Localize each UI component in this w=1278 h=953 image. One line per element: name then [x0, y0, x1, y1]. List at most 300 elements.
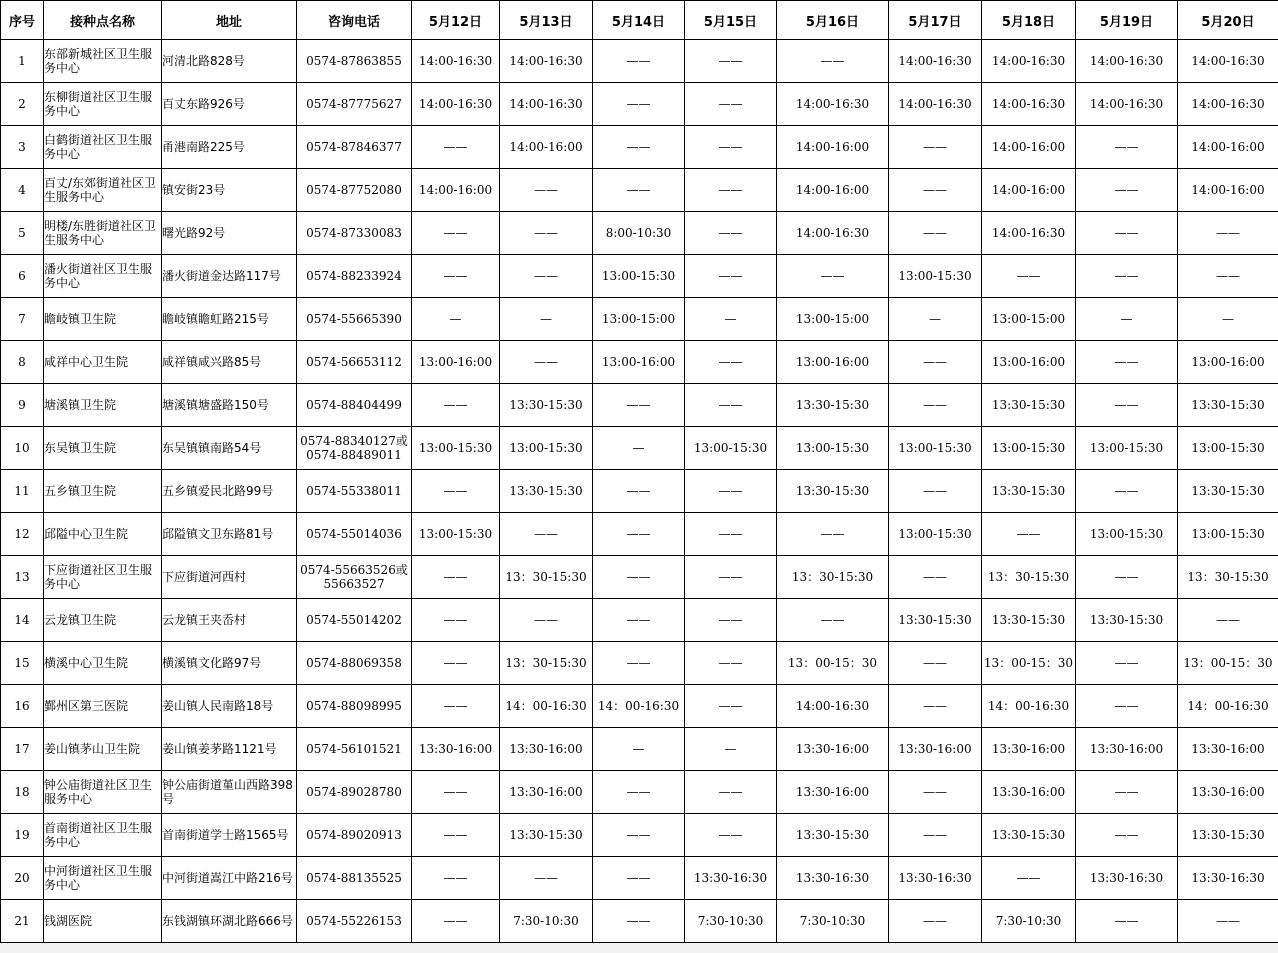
- time-slot-cell: ——: [685, 83, 777, 126]
- time-slot-cell: ——: [889, 212, 982, 255]
- time-slot-cell: —: [889, 298, 982, 341]
- time-slot-cell: 13:00-15:30: [982, 427, 1076, 470]
- time-slot-cell: 13:30-16:30: [889, 857, 982, 900]
- header-phone: 咨询电话: [297, 1, 412, 40]
- time-slot-cell: 13:30-15:30: [982, 470, 1076, 513]
- address-cell: 塘溪镇塘盛路150号: [162, 384, 297, 427]
- time-slot-cell: ——: [593, 83, 685, 126]
- table-row: [1, 212, 1278, 255]
- site-name-cell: 首南街道社区卫生服务中心: [44, 814, 162, 857]
- time-slot-cell: ——: [889, 126, 982, 169]
- address-cell: 东吴镇镇南路54号: [162, 427, 297, 470]
- time-slot-cell: 14:00-16:00: [982, 169, 1076, 212]
- bottom-strip: [0, 943, 1278, 953]
- table-row: [1, 427, 1278, 470]
- time-slot-cell: 13:00-15:30: [1076, 427, 1178, 470]
- time-slot-cell: 7:30-10:30: [982, 900, 1076, 943]
- table-row: [1, 298, 1278, 341]
- time-slot-cell: ——: [412, 814, 500, 857]
- table-row: [1, 642, 1278, 685]
- phone-cell: 0574-56653112: [297, 341, 412, 384]
- header-date: 5月17日: [889, 1, 982, 40]
- header-date: 5月13日: [500, 1, 593, 40]
- time-slot-cell: ——: [412, 255, 500, 298]
- time-slot-cell: 13:30-16:00: [982, 771, 1076, 814]
- header-no: 序号: [1, 1, 44, 40]
- address-cell: 云龙镇王夹岙村: [162, 599, 297, 642]
- time-slot-cell: 13:00-15:00: [777, 298, 889, 341]
- phone-cell: 0574-88069358: [297, 642, 412, 685]
- time-slot-cell: ——: [685, 814, 777, 857]
- address-cell: 瞻岐镇瞻虹路215号: [162, 298, 297, 341]
- time-slot-cell: 13:00-15:30: [1178, 427, 1278, 470]
- time-slot-cell: ——: [593, 470, 685, 513]
- header-address: 地址: [162, 1, 297, 40]
- time-slot-cell: ——: [1076, 470, 1178, 513]
- time-slot-cell: —: [1178, 298, 1278, 341]
- time-slot-cell: ——: [685, 255, 777, 298]
- time-slot-cell: 14:00-16:30: [1178, 83, 1278, 126]
- time-slot-cell: 13：30-15:30: [500, 556, 593, 599]
- time-slot-cell: ——: [593, 384, 685, 427]
- site-name-cell: 东部新城社区卫生服务中心: [44, 40, 162, 83]
- row-number-cell: 19: [1, 814, 44, 857]
- site-name-cell: 东柳街道社区卫生服务中心: [44, 83, 162, 126]
- time-slot-cell: ——: [500, 169, 593, 212]
- time-slot-cell: ——: [685, 642, 777, 685]
- table-row: [1, 40, 1278, 83]
- time-slot-cell: ——: [777, 599, 889, 642]
- time-slot-cell: 13:30-16:30: [1076, 857, 1178, 900]
- time-slot-cell: ——: [1178, 900, 1278, 943]
- time-slot-cell: ——: [982, 255, 1076, 298]
- site-name-cell: 钱湖医院: [44, 900, 162, 943]
- time-slot-cell: 14:00-16:00: [1178, 126, 1278, 169]
- time-slot-cell: 13:30-16:00: [982, 728, 1076, 771]
- phone-cell: 0574-87863855: [297, 40, 412, 83]
- table-row: [1, 470, 1278, 513]
- time-slot-cell: 13:30-16:30: [685, 857, 777, 900]
- time-slot-cell: 13:30-15:30: [1178, 470, 1278, 513]
- table-row: [1, 341, 1278, 384]
- time-slot-cell: 13:30-15:30: [982, 599, 1076, 642]
- time-slot-cell: 14:00-16:30: [889, 40, 982, 83]
- table-row: [1, 728, 1278, 771]
- time-slot-cell: ——: [412, 900, 500, 943]
- time-slot-cell: ——: [593, 169, 685, 212]
- time-slot-cell: ——: [1076, 212, 1178, 255]
- table-row: [1, 126, 1278, 169]
- time-slot-cell: 13:30-16:00: [777, 771, 889, 814]
- time-slot-cell: ——: [685, 513, 777, 556]
- time-slot-cell: ——: [1076, 341, 1178, 384]
- address-cell: 曙光路92号: [162, 212, 297, 255]
- time-slot-cell: ——: [1178, 255, 1278, 298]
- time-slot-cell: ——: [593, 642, 685, 685]
- address-cell: 钟公庙街道堇山西路398号: [162, 771, 297, 814]
- phone-cell: 0574-55014202: [297, 599, 412, 642]
- table-header-row: [1, 1, 1278, 40]
- table-row: [1, 255, 1278, 298]
- row-number-cell: 20: [1, 857, 44, 900]
- address-cell: 姜山镇姜茅路1121号: [162, 728, 297, 771]
- time-slot-cell: 13:30-15:30: [777, 470, 889, 513]
- time-slot-cell: ——: [685, 169, 777, 212]
- phone-cell: 0574-88340127或0574-88489011: [297, 427, 412, 470]
- time-slot-cell: 13:00-16:00: [1178, 341, 1278, 384]
- time-slot-cell: ——: [500, 255, 593, 298]
- phone-cell: 0574-87846377: [297, 126, 412, 169]
- phone-cell: 0574-88404499: [297, 384, 412, 427]
- time-slot-cell: ——: [1178, 212, 1278, 255]
- time-slot-cell: 13：00-15：30: [982, 642, 1076, 685]
- phone-cell: 0574-88135525: [297, 857, 412, 900]
- row-number-cell: 3: [1, 126, 44, 169]
- header-date: 5月15日: [685, 1, 777, 40]
- phone-cell: 0574-87330083: [297, 212, 412, 255]
- time-slot-cell: 14：00-16:30: [982, 685, 1076, 728]
- time-slot-cell: —: [1076, 298, 1178, 341]
- site-name-cell: 明楼/东胜街道社区卫生服务中心: [44, 212, 162, 255]
- time-slot-cell: —: [685, 728, 777, 771]
- site-name-cell: 横溪中心卫生院: [44, 642, 162, 685]
- site-name-cell: 下应街道社区卫生服务中心: [44, 556, 162, 599]
- table-row: [1, 169, 1278, 212]
- phone-cell: 0574-87752080: [297, 169, 412, 212]
- time-slot-cell: ——: [982, 857, 1076, 900]
- address-cell: 下应街道河西村: [162, 556, 297, 599]
- time-slot-cell: ——: [1076, 556, 1178, 599]
- time-slot-cell: 13:30-16:00: [500, 771, 593, 814]
- time-slot-cell: ——: [1178, 599, 1278, 642]
- address-cell: 横溪镇文化路97号: [162, 642, 297, 685]
- address-cell: 首南街道学士路1565号: [162, 814, 297, 857]
- address-cell: 东钱湖镇环湖北路666号: [162, 900, 297, 943]
- time-slot-cell: 14:00-16:00: [500, 126, 593, 169]
- time-slot-cell: 14:00-16:30: [1178, 40, 1278, 83]
- table-row: [1, 384, 1278, 427]
- header-date: 5月20日: [1178, 1, 1278, 40]
- time-slot-cell: 13:30-16:00: [777, 728, 889, 771]
- row-number-cell: 21: [1, 900, 44, 943]
- time-slot-cell: 13:00-15:00: [593, 298, 685, 341]
- time-slot-cell: ——: [685, 685, 777, 728]
- time-slot-cell: 13:30-16:00: [412, 728, 500, 771]
- time-slot-cell: ——: [412, 470, 500, 513]
- time-slot-cell: ——: [500, 857, 593, 900]
- time-slot-cell: ——: [685, 556, 777, 599]
- time-slot-cell: 14:00-16:30: [889, 83, 982, 126]
- time-slot-cell: ——: [685, 384, 777, 427]
- time-slot-cell: 13:00-15:30: [412, 513, 500, 556]
- header-name: 接种点名称: [44, 1, 162, 40]
- time-slot-cell: ——: [1076, 384, 1178, 427]
- time-slot-cell: 13:00-15:30: [889, 427, 982, 470]
- table-row: [1, 556, 1278, 599]
- time-slot-cell: ——: [685, 341, 777, 384]
- time-slot-cell: 13:30-15:30: [1178, 384, 1278, 427]
- row-number-cell: 10: [1, 427, 44, 470]
- time-slot-cell: 13:30-16:30: [777, 857, 889, 900]
- table-row: [1, 814, 1278, 857]
- time-slot-cell: ——: [593, 857, 685, 900]
- time-slot-cell: 13:30-16:00: [1178, 771, 1278, 814]
- time-slot-cell: ——: [685, 40, 777, 83]
- table-row: [1, 771, 1278, 814]
- address-cell: 邱隘镇文卫东路81号: [162, 513, 297, 556]
- row-number-cell: 5: [1, 212, 44, 255]
- site-name-cell: 钟公庙街道社区卫生服务中心: [44, 771, 162, 814]
- time-slot-cell: 13:00-15:30: [412, 427, 500, 470]
- time-slot-cell: ——: [1076, 814, 1178, 857]
- time-slot-cell: 13:00-15:30: [777, 427, 889, 470]
- time-slot-cell: ——: [412, 556, 500, 599]
- phone-cell: 0574-87775627: [297, 83, 412, 126]
- row-number-cell: 18: [1, 771, 44, 814]
- time-slot-cell: 13:30-15:30: [1076, 599, 1178, 642]
- address-cell: 姜山镇人民南路18号: [162, 685, 297, 728]
- time-slot-cell: 13:30-15:30: [777, 384, 889, 427]
- time-slot-cell: ——: [982, 513, 1076, 556]
- time-slot-cell: ——: [593, 126, 685, 169]
- table-body: [1, 40, 1278, 943]
- time-slot-cell: 13:30-16:00: [889, 728, 982, 771]
- time-slot-cell: 13:00-15:30: [889, 513, 982, 556]
- phone-cell: 0574-88233924: [297, 255, 412, 298]
- row-number-cell: 12: [1, 513, 44, 556]
- site-name-cell: 中河街道社区卫生服务中心: [44, 857, 162, 900]
- site-name-cell: 塘溪镇卫生院: [44, 384, 162, 427]
- time-slot-cell: ——: [412, 384, 500, 427]
- phone-cell: 0574-56101521: [297, 728, 412, 771]
- time-slot-cell: ——: [777, 513, 889, 556]
- time-slot-cell: 13:00-16:00: [982, 341, 1076, 384]
- table-row: [1, 599, 1278, 642]
- phone-cell: 0574-55014036: [297, 513, 412, 556]
- time-slot-cell: ——: [685, 771, 777, 814]
- site-name-cell: 咸祥中心卫生院: [44, 341, 162, 384]
- time-slot-cell: 13：00-15：30: [1178, 642, 1278, 685]
- time-slot-cell: ——: [685, 470, 777, 513]
- site-name-cell: 白鹤街道社区卫生服务中心: [44, 126, 162, 169]
- time-slot-cell: 14:00-16:30: [982, 212, 1076, 255]
- site-name-cell: 五乡镇卫生院: [44, 470, 162, 513]
- header-date: 5月19日: [1076, 1, 1178, 40]
- time-slot-cell: 13:30-15:30: [1178, 814, 1278, 857]
- time-slot-cell: ——: [593, 556, 685, 599]
- row-number-cell: 6: [1, 255, 44, 298]
- time-slot-cell: ——: [412, 126, 500, 169]
- phone-cell: 0574-55663526或55663527: [297, 556, 412, 599]
- site-name-cell: 东吴镇卫生院: [44, 427, 162, 470]
- phone-cell: 0574-89020913: [297, 814, 412, 857]
- time-slot-cell: 13：00-15：30: [777, 642, 889, 685]
- time-slot-cell: 14:00-16:30: [777, 685, 889, 728]
- time-slot-cell: ——: [1076, 126, 1178, 169]
- header-date: 5月18日: [982, 1, 1076, 40]
- time-slot-cell: ——: [412, 771, 500, 814]
- time-slot-cell: ——: [889, 900, 982, 943]
- time-slot-cell: ——: [500, 513, 593, 556]
- time-slot-cell: 13:30-16:00: [1076, 728, 1178, 771]
- time-slot-cell: ——: [1076, 169, 1178, 212]
- time-slot-cell: 13:00-15:30: [1178, 513, 1278, 556]
- phone-cell: 0574-55226153: [297, 900, 412, 943]
- time-slot-cell: 13:00-15:30: [593, 255, 685, 298]
- time-slot-cell: 13:30-15:30: [982, 384, 1076, 427]
- phone-cell: 0574-89028780: [297, 771, 412, 814]
- address-cell: 镇安街23号: [162, 169, 297, 212]
- time-slot-cell: 14:00-16:30: [500, 40, 593, 83]
- time-slot-cell: ——: [889, 814, 982, 857]
- header-date: 5月16日: [777, 1, 889, 40]
- site-name-cell: 百丈/东郊街道社区卫生服务中心: [44, 169, 162, 212]
- time-slot-cell: 13：30-15:30: [500, 642, 593, 685]
- address-cell: 咸祥镇咸兴路85号: [162, 341, 297, 384]
- time-slot-cell: —: [593, 728, 685, 771]
- time-slot-cell: ——: [889, 384, 982, 427]
- time-slot-cell: —: [500, 298, 593, 341]
- time-slot-cell: ——: [412, 599, 500, 642]
- time-slot-cell: ——: [593, 599, 685, 642]
- time-slot-cell: 14：00-16:30: [500, 685, 593, 728]
- time-slot-cell: ——: [889, 341, 982, 384]
- time-slot-cell: —: [412, 298, 500, 341]
- time-slot-cell: 14:00-16:30: [412, 83, 500, 126]
- time-slot-cell: 14:00-16:30: [500, 83, 593, 126]
- time-slot-cell: ——: [889, 685, 982, 728]
- row-number-cell: 1: [1, 40, 44, 83]
- time-slot-cell: ——: [1076, 771, 1178, 814]
- time-slot-cell: ——: [685, 599, 777, 642]
- table-row: [1, 513, 1278, 556]
- time-slot-cell: 8:00-10:30: [593, 212, 685, 255]
- time-slot-cell: ——: [1076, 900, 1178, 943]
- time-slot-cell: 14:00-16:00: [777, 169, 889, 212]
- time-slot-cell: 13:30-16:00: [1178, 728, 1278, 771]
- time-slot-cell: 13:00-16:00: [593, 341, 685, 384]
- time-slot-cell: ——: [777, 40, 889, 83]
- time-slot-cell: 14:00-16:00: [412, 169, 500, 212]
- time-slot-cell: ——: [889, 556, 982, 599]
- row-number-cell: 17: [1, 728, 44, 771]
- time-slot-cell: 13：30-15:30: [982, 556, 1076, 599]
- time-slot-cell: 13:30-15:30: [982, 814, 1076, 857]
- time-slot-cell: ——: [593, 814, 685, 857]
- time-slot-cell: 13:00-16:00: [777, 341, 889, 384]
- row-number-cell: 9: [1, 384, 44, 427]
- time-slot-cell: ——: [1076, 642, 1178, 685]
- time-slot-cell: 14：00-16:30: [1178, 685, 1278, 728]
- table-row: [1, 83, 1278, 126]
- time-slot-cell: 13:00-15:30: [889, 255, 982, 298]
- time-slot-cell: ——: [500, 599, 593, 642]
- site-name-cell: 潘火街道社区卫生服务中心: [44, 255, 162, 298]
- time-slot-cell: ——: [685, 212, 777, 255]
- time-slot-cell: 14:00-16:00: [777, 126, 889, 169]
- time-slot-cell: —: [593, 427, 685, 470]
- time-slot-cell: ——: [593, 900, 685, 943]
- row-number-cell: 16: [1, 685, 44, 728]
- time-slot-cell: 14:00-16:00: [982, 126, 1076, 169]
- time-slot-cell: 13:00-16:00: [412, 341, 500, 384]
- site-name-cell: 姜山镇茅山卫生院: [44, 728, 162, 771]
- time-slot-cell: 13:00-15:30: [500, 427, 593, 470]
- time-slot-cell: ——: [685, 126, 777, 169]
- row-number-cell: 4: [1, 169, 44, 212]
- site-name-cell: 瞻岐镇卫生院: [44, 298, 162, 341]
- time-slot-cell: 14:00-16:30: [412, 40, 500, 83]
- time-slot-cell: ——: [412, 212, 500, 255]
- time-slot-cell: 7:30-10:30: [777, 900, 889, 943]
- time-slot-cell: 14:00-16:00: [1178, 169, 1278, 212]
- row-number-cell: 11: [1, 470, 44, 513]
- table-row: [1, 900, 1278, 943]
- time-slot-cell: 13:30-15:30: [500, 814, 593, 857]
- row-number-cell: 8: [1, 341, 44, 384]
- address-cell: 河清北路828号: [162, 40, 297, 83]
- time-slot-cell: ——: [593, 40, 685, 83]
- time-slot-cell: ——: [889, 642, 982, 685]
- time-slot-cell: 13：30-15:30: [1178, 556, 1278, 599]
- time-slot-cell: ——: [412, 685, 500, 728]
- time-slot-cell: 13:00-15:30: [1076, 513, 1178, 556]
- address-cell: 百丈东路926号: [162, 83, 297, 126]
- address-cell: 五乡镇爱民北路99号: [162, 470, 297, 513]
- time-slot-cell: ——: [889, 169, 982, 212]
- time-slot-cell: ——: [500, 212, 593, 255]
- header-date: 5月14日: [593, 1, 685, 40]
- time-slot-cell: ——: [412, 642, 500, 685]
- time-slot-cell: ——: [593, 771, 685, 814]
- row-number-cell: 15: [1, 642, 44, 685]
- site-name-cell: 鄞州区第三医院: [44, 685, 162, 728]
- time-slot-cell: ——: [412, 857, 500, 900]
- phone-cell: 0574-55665390: [297, 298, 412, 341]
- time-slot-cell: ——: [593, 513, 685, 556]
- site-name-cell: 邱隘中心卫生院: [44, 513, 162, 556]
- time-slot-cell: 13:30-15:30: [500, 384, 593, 427]
- time-slot-cell: ——: [777, 255, 889, 298]
- time-slot-cell: 14:00-16:30: [1076, 40, 1178, 83]
- time-slot-cell: ——: [889, 771, 982, 814]
- time-slot-cell: 13:30-16:30: [1178, 857, 1278, 900]
- time-slot-cell: 14:00-16:30: [982, 40, 1076, 83]
- time-slot-cell: ——: [1076, 685, 1178, 728]
- time-slot-cell: 13:30-16:00: [500, 728, 593, 771]
- time-slot-cell: —: [685, 298, 777, 341]
- table-row: [1, 685, 1278, 728]
- address-cell: 中河街道嵩江中路216号: [162, 857, 297, 900]
- site-name-cell: 云龙镇卫生院: [44, 599, 162, 642]
- time-slot-cell: 14：00-16:30: [593, 685, 685, 728]
- phone-cell: 0574-55338011: [297, 470, 412, 513]
- time-slot-cell: 14:00-16:30: [777, 83, 889, 126]
- time-slot-cell: 13：30-15:30: [777, 556, 889, 599]
- time-slot-cell: ——: [500, 341, 593, 384]
- time-slot-cell: 14:00-16:30: [1076, 83, 1178, 126]
- time-slot-cell: 13:00-15:00: [982, 298, 1076, 341]
- time-slot-cell: ——: [1076, 255, 1178, 298]
- row-number-cell: 7: [1, 298, 44, 341]
- row-number-cell: 14: [1, 599, 44, 642]
- time-slot-cell: ——: [889, 470, 982, 513]
- time-slot-cell: 13:30-15:30: [777, 814, 889, 857]
- time-slot-cell: 7:30-10:30: [500, 900, 593, 943]
- address-cell: 潘火街道金达路117号: [162, 255, 297, 298]
- time-slot-cell: 13:00-15:30: [685, 427, 777, 470]
- phone-cell: 0574-88098995: [297, 685, 412, 728]
